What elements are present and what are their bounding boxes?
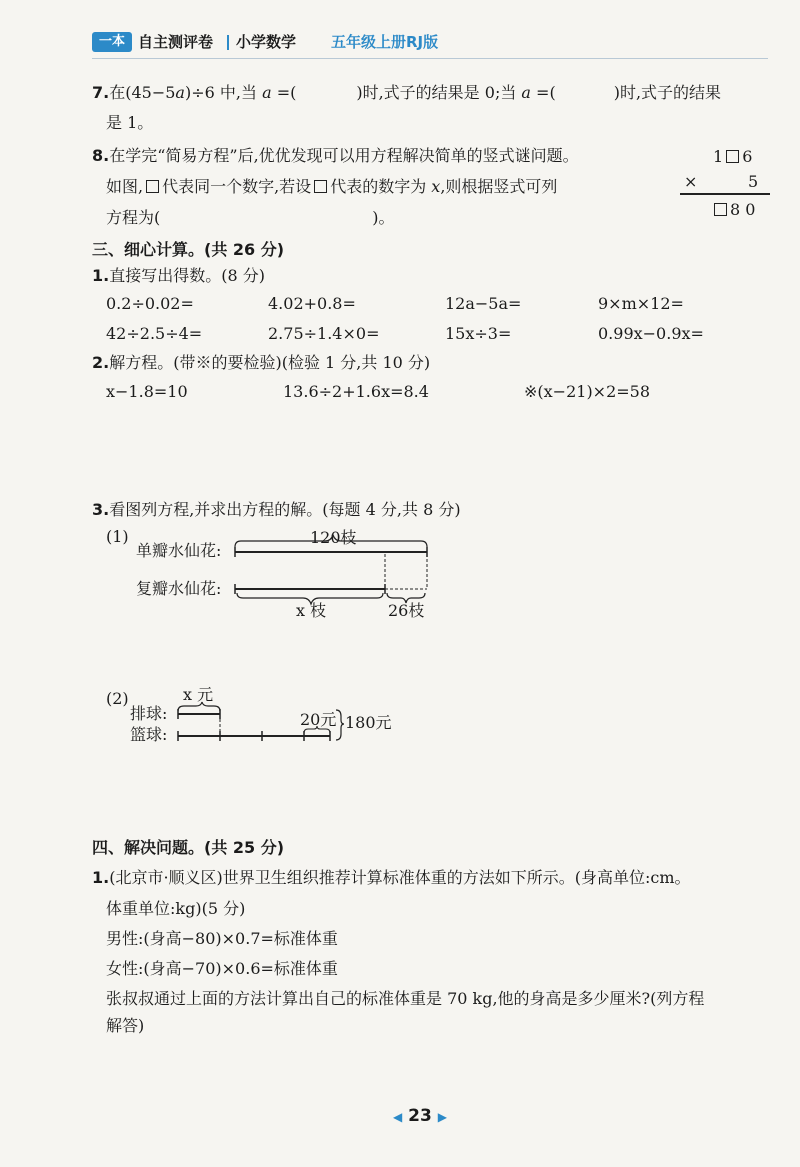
q7-text-e: =( [530, 83, 556, 102]
q7-var-a1: a [175, 83, 185, 102]
calc-item: 2.75÷1.4×0= [268, 324, 380, 343]
section-3-title: 三、细心计算。(共 26 分) [92, 240, 285, 259]
section-3-part-1-title: 1.直接写出得数。(8 分) [92, 266, 265, 285]
calc-item: 0.2÷0.02= [106, 294, 194, 313]
diagram-2-segments [170, 700, 345, 748]
header-rule [92, 58, 768, 59]
question-8-number: 8. [92, 146, 110, 165]
left-triangle-icon: ◀ [393, 1110, 403, 1124]
diagram-2-row-2-label: 篮球: [130, 725, 168, 744]
question-8-line1 [92, 145, 579, 167]
formula-male: 男性:(身高−80)×0.7=标准体重 [106, 929, 338, 948]
q8-text-3a: 方程为( [106, 208, 161, 227]
section-4-problem-1-line2: 体重单位:kg)(5 分) [106, 899, 246, 918]
q7-text-d: )时,式子的结果是 0;当 [356, 83, 522, 102]
equation-item: 13.6÷2+1.6x=8.4 [283, 382, 429, 401]
header-title: 自主测评卷 [138, 33, 214, 51]
page-number [380, 1106, 460, 1126]
calc-item: 15x÷3= [445, 324, 512, 343]
diagram-1-bottom-right-label: 26枝 [388, 601, 425, 620]
section-4-problem-1-line6: 解答) [106, 1016, 145, 1035]
square-box-icon [714, 203, 727, 216]
header-grade: 五年级上册RJ版 [331, 33, 439, 51]
calc-item: 0.99x−0.9x= [598, 324, 704, 343]
q7-text-c: =( [271, 83, 297, 102]
question-8-line3 [106, 207, 395, 229]
diagram-1-segments [225, 530, 445, 610]
q7-text-a: 在(45−5 [109, 83, 176, 102]
q7-var-a2: a [262, 83, 272, 102]
calc-item: 42÷2.5÷4= [106, 324, 203, 343]
diagram-1-row-1-label: 单瓣水仙花: [136, 541, 222, 560]
diagram-2-row-1-label: 排球: [130, 704, 168, 723]
q7-var-a3: a [521, 83, 531, 102]
question-8-line2: 如图, 代表同一个数字,若设 代表的数字为 x,则根据竖式可列 [106, 177, 558, 196]
equation-item: x−1.8=10 [106, 382, 188, 401]
puzzle-result: 8 0 [711, 199, 755, 221]
header-subject: 小学数学 [236, 33, 297, 51]
calc-item: 4.02+0.8= [268, 294, 356, 313]
square-box-icon [146, 180, 159, 193]
diagram-2-label: (2) [106, 689, 129, 708]
q8-text-2b: 代表同一个数字,若设 [162, 177, 312, 196]
section-3-part-3-title: 3.看图列方程,并求出方程的解。(每题 4 分,共 8 分) [92, 500, 461, 519]
question-7-number: 7. [92, 83, 110, 102]
q8-text-2d: ,则根据竖式可列 [440, 177, 558, 196]
calc-item: 9×m×12= [598, 294, 684, 313]
section-4-problem-1-line5: 张叔叔通过上面的方法计算出自己的标准体重是 70 kg,他的身高是多少厘米?(列方程 [106, 989, 705, 1008]
formula-female: 女性:(身高−70)×0.6=标准体重 [106, 959, 338, 978]
equation-item: ※(x−21)×2=58 [524, 382, 651, 401]
q8-text-3b: )。 [372, 208, 395, 227]
section-4-title: 四、解决问题。(共 25 分) [92, 838, 285, 857]
q8-text-1: 在学完“简易方程”后,优优发现可以用方程解决简单的竖式谜问题。 [109, 146, 579, 165]
question-7-line2: 是 1。 [106, 113, 154, 132]
puzzle-multiplier: 5 [748, 172, 759, 191]
calc-item: 12a−5a= [445, 294, 522, 313]
diagram-2-total-label: 180元 [345, 713, 392, 732]
diagram-1-top-label: 120枝 [310, 528, 357, 547]
puzzle-top: 1 6 [713, 147, 753, 166]
q8-text-2a: 如图, [106, 177, 144, 196]
right-triangle-icon: ▶ [437, 1110, 447, 1124]
diagram-1-label: (1) [106, 527, 129, 546]
diagram-2-mid-label: 20元 [300, 710, 337, 729]
puzzle-times-sign: × [684, 172, 698, 191]
question-7-line1 [92, 82, 721, 104]
square-box-icon [726, 150, 739, 163]
brand-badge: 一本 [92, 32, 132, 52]
header-separator [227, 35, 229, 50]
page-number-value: 23 [408, 1106, 432, 1126]
diagram-1-row-2-label: 复瓣水仙花: [136, 579, 222, 598]
section-3-part-2-title: 2.解方程。(带※的要检验)(检验 1 分,共 10 分) [92, 353, 431, 372]
diagram-1-bottom-left-label: x 枝 [296, 601, 327, 620]
diagram-2-top-label: x 元 [183, 685, 214, 704]
puzzle-rule [680, 193, 770, 195]
q7-text-f: )时,式子的结果 [613, 83, 722, 102]
q8-text-2c: 代表的数字为 [330, 177, 432, 196]
section-4-problem-1-line1: 1.(北京市·顺义区)世界卫生组织推荐计算标准体重的方法如下所示。(身高单位:cm。 [92, 868, 691, 887]
q7-text-b: )÷6 中,当 [184, 83, 263, 102]
square-box-icon [314, 180, 327, 193]
